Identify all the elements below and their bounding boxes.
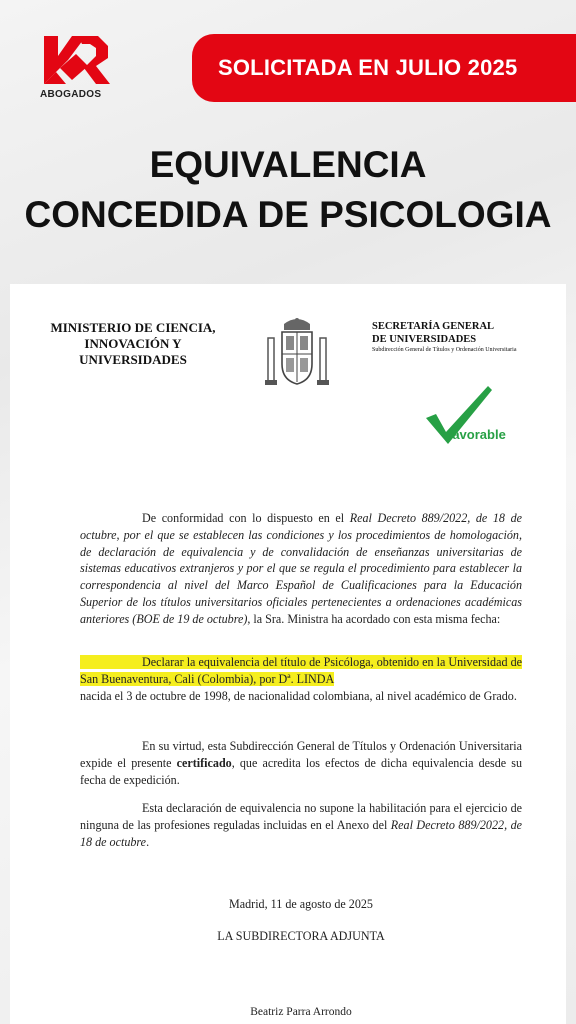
p3-b: , que acredita los efectos de dicha equivalencia desde su fecha de expedición. <box>80 755 523 787</box>
p1-end: , la Sra. Ministra ha acordado con esta misma fecha: <box>247 611 501 626</box>
headline-line-2: CONCEDIDA DE PSICOLOGIA <box>24 194 552 235</box>
p1-intro: De conformidad con lo dispuesto en el <box>142 511 350 525</box>
secretaria-line-1: SECRETARÍA GENERAL <box>372 321 495 332</box>
p4-b: . <box>146 834 150 849</box>
highlighted-declaration: Declarar la equivalencia del título de Psicóloga, obtenido en la Universidad de San Buenaventura, Cali (Colombia), por Dª. LINDA <box>80 655 522 686</box>
ministry-line-2: INNOVACIÓN Y <box>84 336 182 351</box>
headline-line-1: EQUIVALENCIA <box>149 144 427 185</box>
issue-date: Madrid, 11 de agosto de 2025 <box>229 897 373 911</box>
p3-a: En su virtud, esta Subdirección General de Títulos y Ordenación Universitaria expide el presente <box>80 739 522 770</box>
p3-bold: certificado <box>176 755 232 770</box>
headline <box>0 140 576 240</box>
signatory-role: LA SUBDIRECTORA ADJUNTA <box>217 929 385 943</box>
p2-rest: nacida el 3 de octubre de 1998, de nacionalidad colombiana, al nivel académico de Grado. <box>80 688 517 703</box>
paragraph-certificate <box>80 738 522 788</box>
paragraph-disclaimer <box>80 800 522 850</box>
paragraph-declaration <box>80 654 522 704</box>
secretaria-line-2: DE UNIVERSIDADES <box>372 334 477 345</box>
banner: SOLICITADA EN JULIO 2025 <box>192 34 576 102</box>
coat-of-arms-icon <box>262 314 332 394</box>
signatory-name: Beatriz Parra Arrondo <box>250 1006 352 1018</box>
p4-decree: Real Decreto 889/2022, de 18 de octubre <box>80 817 522 849</box>
certificate-document <box>10 284 566 1024</box>
p4-a: Esta declaración de equivalencia no supone la habilitación para el ejercicio de ninguna de las profesiones reguladas incluidas en el Anexo del <box>80 801 522 832</box>
secretaria-name <box>372 320 552 355</box>
subdireccion-name: Subdirección General de Títulos y Ordenación Universitaria <box>372 347 517 353</box>
ministry-line-3: UNIVERSIDADES <box>79 352 187 367</box>
p1-decree: Real Decreto 889/2022, de 18 de octubre, por el que se establecen las condiciones y los procedimientos de homologación, de declaración de equivalencia y de convalidación de enseñanzas universitarias de sistemas educativos extranjeros y por el que se regula el procedimiento para establecer la correspondencia al nivel del Marco Español de Cualificaciones para la Educación Superior de los títulos universitarios oficiales pertenecientes a ordenaciones académicas anteriores (BOE de 19 de octubre) <box>80 511 522 626</box>
logo-subtitle: ABOGADOS <box>40 89 102 100</box>
favorable-label: favorable <box>448 427 506 442</box>
ministry-line-1: MINISTERIO DE CIENCIA, <box>50 320 216 335</box>
ministry-name <box>38 320 228 368</box>
paragraph-decree <box>80 510 522 628</box>
